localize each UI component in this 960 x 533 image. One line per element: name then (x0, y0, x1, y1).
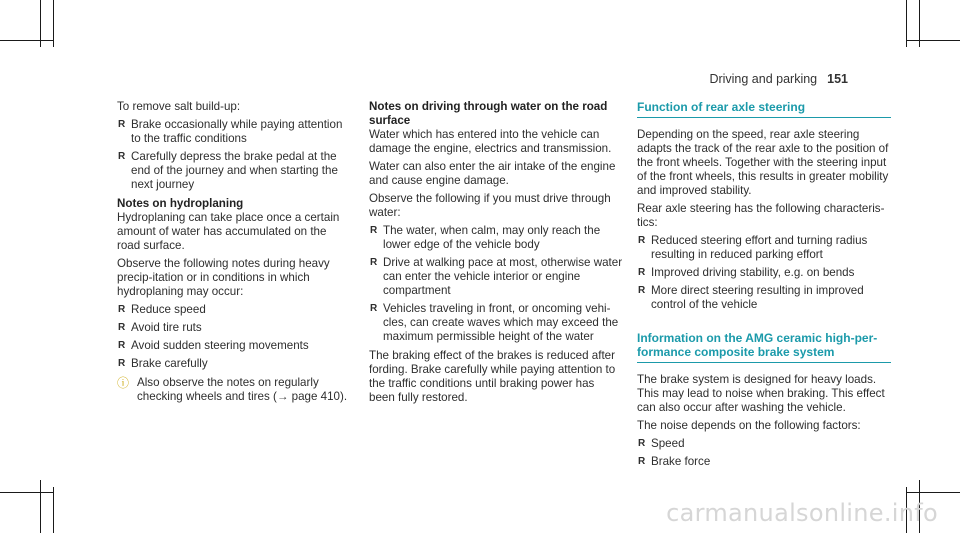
note-text[interactable]: Also observe the notes on regularly checking wheels and tires (→ page 410). (137, 376, 348, 403)
bullet-icon: R (370, 225, 378, 236)
list-item: R Speed (638, 437, 685, 450)
water-paragraph-2: Water can also enter the air intake of the engine and cause engine damage. (369, 160, 616, 187)
rear-axle-list (637, 234, 891, 312)
rear-axle-paragraph-1: Depending on the speed, rear axle steering adapts the track of the rear axle to the position of the front wheels. Together with the steering input of the front wheels, this results in greater mobility and improved stability. (637, 128, 889, 197)
hydroplaning-list (117, 303, 349, 371)
bullet-icon: R (638, 267, 646, 278)
bullet-icon: R (638, 285, 646, 296)
list-item: R Vehicles traveling in front, or oncoming vehi-cles, can create waves which may exceed the maximum permissible height of the water (370, 302, 619, 343)
water-paragraph-3: Observe the following if you must drive through water: (369, 192, 611, 219)
list-item: R More direct steering resulting in improved control of the vehicle (638, 284, 864, 311)
crop-mark (40, 480, 41, 533)
list-item: R The water, when calm, may only reach the lower edge of the vehicle body (370, 224, 601, 251)
list-item: R Reduced steering effort and turning radius resulting in reduced parking effort (638, 234, 868, 261)
salt-intro: To remove salt build-up: (117, 100, 241, 113)
spacer (637, 317, 891, 331)
page-number: 151 (827, 72, 848, 86)
note (117, 376, 349, 404)
water-paragraph-1: Water which has entered into the vehicle can damage the engine, electrics and transmission. (369, 128, 612, 155)
list-item: R Avoid tire ruts (118, 321, 202, 334)
page-header (709, 72, 848, 86)
column-2 (369, 100, 623, 409)
list-item: R Drive at walking pace at most, otherwise water can enter the vehicle interior or engine compartment (370, 256, 623, 297)
crop-mark (53, 487, 54, 533)
column-3 (637, 100, 891, 474)
hydroplaning-text: Hydroplaning can take place once a certain amount of water has accumulated on the road surface. (117, 211, 340, 252)
water-list (369, 224, 623, 344)
salt-list (117, 118, 349, 192)
section-title: Driving and parking (709, 72, 818, 86)
hydroplaning-heading: Notes on hydroplaning (117, 197, 244, 210)
hydroplaning-observe: Observe the following notes during heavy precip-itation or in conditions in which hydroplaning may occur: (117, 257, 330, 298)
bullet-icon: R (118, 340, 126, 351)
info-icon: ⓘ (117, 376, 130, 390)
bullet-icon: R (638, 438, 646, 449)
list-item: R Avoid sudden steering movements (118, 339, 309, 352)
bullet-icon: R (118, 304, 126, 315)
brake-list (637, 437, 891, 469)
crop-mark (906, 492, 960, 493)
brake-paragraph-2: The noise depends on the following factors: (637, 419, 861, 432)
crop-mark (906, 40, 960, 41)
bullet-icon: R (370, 257, 378, 268)
list-item: R Brake force (638, 455, 711, 468)
bullet-icon: R (638, 456, 646, 467)
bullet-icon: R (370, 303, 378, 314)
water-paragraph-4: The braking effect of the brakes is reduced after fording. Brake carefully while paying attention to the traffic conditions until braking power has been fully restored. (369, 349, 616, 404)
watermark: carmanualsonline.info (666, 499, 938, 527)
list-item: R Brake occasionally while paying attention to the traffic conditions (118, 118, 343, 145)
bullet-icon: R (118, 358, 126, 369)
rear-axle-paragraph-2: Rear axle steering has the following characteris-tics: (637, 202, 885, 229)
bullet-icon: R (118, 322, 126, 333)
column-1 (117, 100, 349, 404)
list-item: R Brake carefully (118, 357, 208, 370)
list-item: R Reduce speed (118, 303, 206, 316)
rear-axle-title: Function of rear axle steering (637, 100, 891, 118)
water-heading: Notes on driving through water on the road surface (369, 100, 608, 127)
crop-mark (53, 0, 54, 47)
bullet-icon: R (118, 151, 126, 162)
crop-mark (0, 492, 54, 493)
bullet-icon: R (638, 235, 646, 246)
bullet-icon: R (118, 119, 126, 130)
brake-system-title: Information on the AMG ceramic high-per-formance composite brake system (637, 331, 891, 363)
list-item: R Improved driving stability, e.g. on bends (638, 266, 855, 279)
brake-paragraph-1: The brake system is designed for heavy loads. This may lead to noise when braking. This effect can also occur after washing the vehicle. (637, 373, 885, 414)
crop-mark (0, 40, 54, 41)
list-item: R Carefully depress the brake pedal at the end of the journey and when starting the next journey (118, 150, 338, 191)
